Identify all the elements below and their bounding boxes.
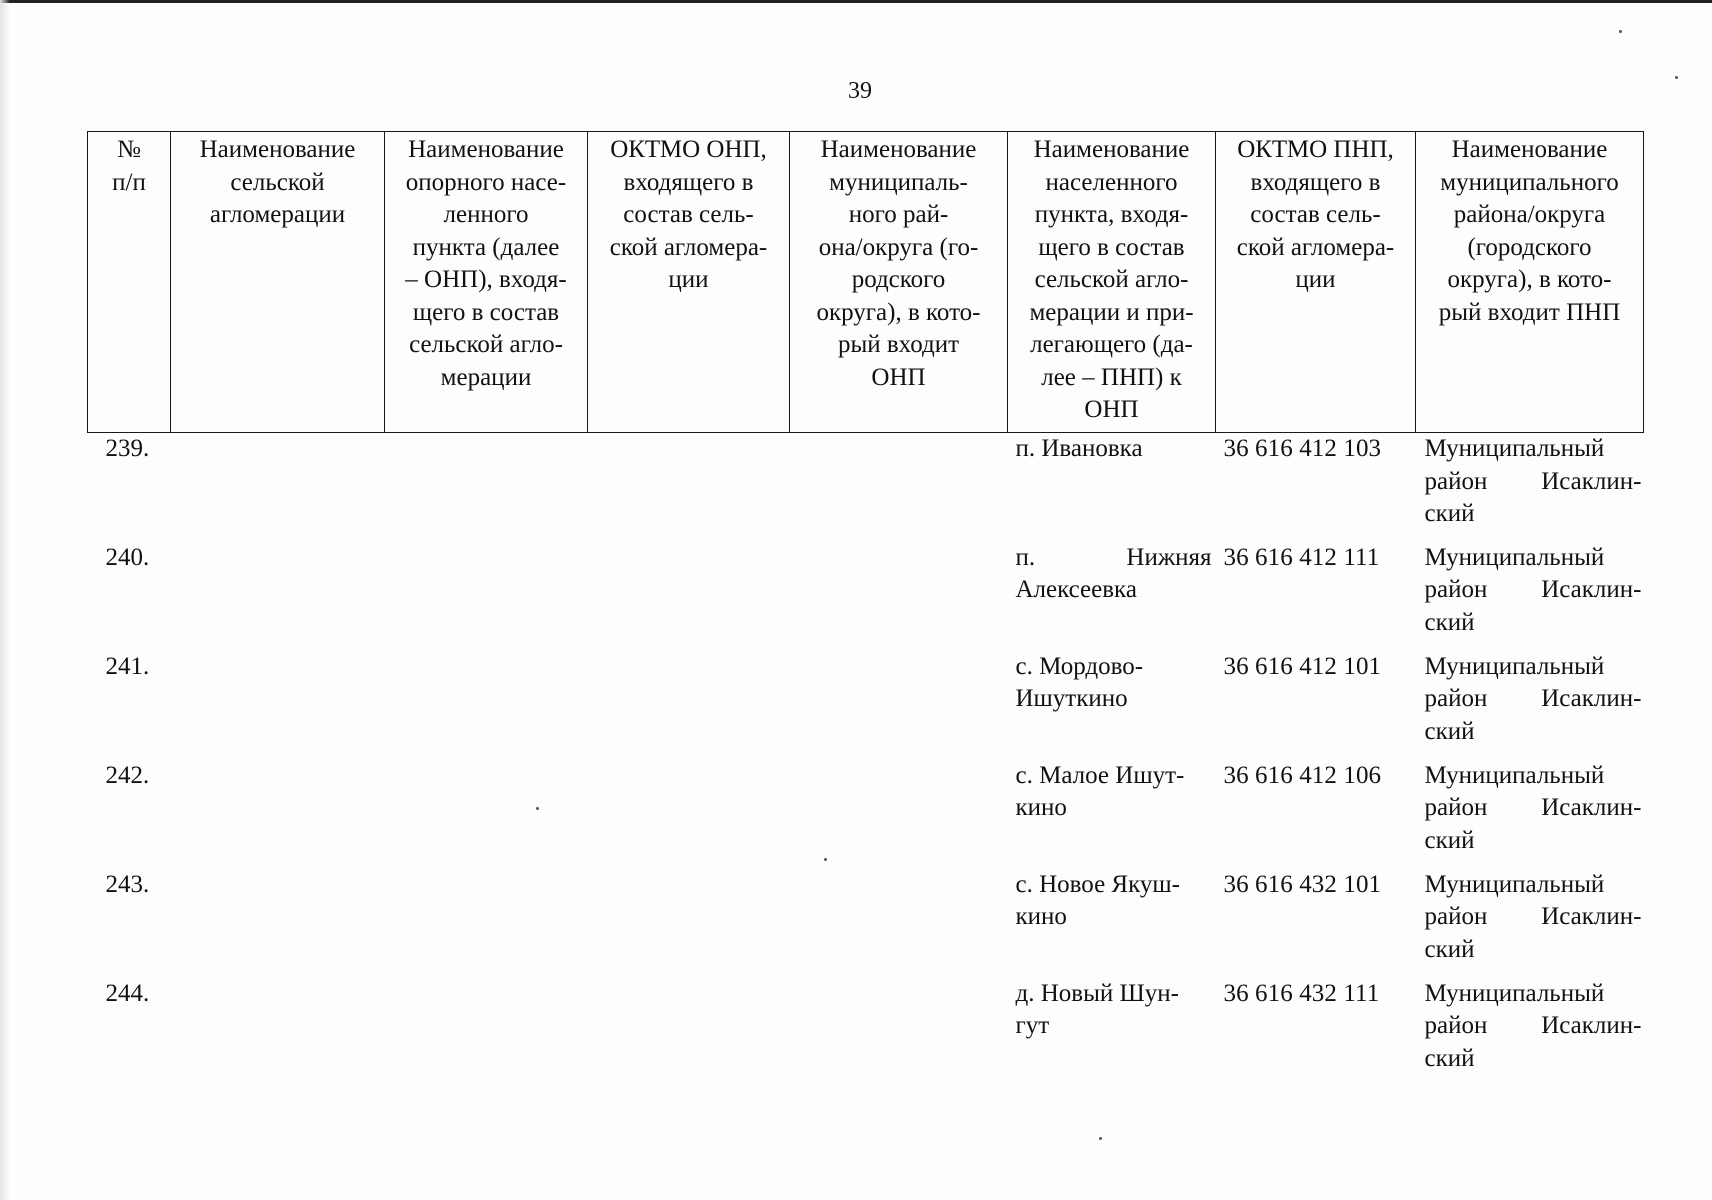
header-row (88, 132, 1644, 433)
pnp-district-line: Муниципальный (1424, 870, 1605, 898)
agglomeration-cell (171, 542, 385, 651)
pnp-oktmo-cell: 36 616 412 106 (1223, 761, 1382, 789)
pnp-name-line: с. Мордово- (1015, 652, 1144, 680)
onp-district-cell (790, 869, 1008, 978)
onp-name-cell (385, 651, 588, 760)
page-number: 39 (848, 78, 872, 104)
pnp-district-cell (1416, 869, 1644, 978)
agglomeration-cell (171, 760, 385, 869)
pnp-district-line: Муниципальный (1424, 435, 1605, 462)
agglomeration-cell (171, 869, 385, 978)
row-number: 242. (105, 761, 150, 789)
pnp-name-cell (1008, 760, 1216, 869)
pnp-district-line: район Исаклин- (1424, 685, 1642, 712)
pnp-oktmo-cell: 36 616 412 111 (1223, 543, 1380, 571)
table-body (88, 433, 1644, 1087)
header-agglomeration-name: Наименование сельской агломерации (171, 132, 385, 433)
agglomeration-cell (171, 978, 385, 1087)
pnp-name-line: кино (1015, 794, 1067, 821)
pnp-oktmo-cell: 36 616 432 111 (1223, 979, 1380, 1007)
row-number: 243. (105, 870, 150, 898)
onp-oktmo-cell (588, 651, 790, 760)
header-onp-name: Наименование опорного насе- ленного пункта (далее – ОНП), входя- щего в состав сельской агло- мерации (385, 132, 588, 433)
table-row (88, 433, 1644, 542)
pnp-district-line: ский (1424, 935, 1475, 963)
onp-district-cell (790, 433, 1008, 542)
pnp-district-line: Муниципальный (1424, 761, 1605, 789)
pnp-district-cell (1416, 760, 1644, 869)
onp-district-cell (790, 760, 1008, 869)
pnp-district-line: ский (1424, 608, 1475, 636)
pnp-name-line: п. Ивановка (1015, 435, 1143, 462)
row-number: 240. (105, 543, 150, 571)
pnp-district-line: район Исаклин- (1424, 576, 1642, 603)
row-number: 239. (105, 435, 150, 462)
onp-oktmo-cell (588, 760, 790, 869)
onp-district-cell (790, 542, 1008, 651)
onp-name-cell (385, 760, 588, 869)
row-number: 241. (105, 652, 150, 680)
pnp-name-cell (1008, 651, 1216, 760)
pnp-district-line: ский (1424, 500, 1475, 527)
header-pnp-oktmo: ОКТМО ПНП, входящего в состав сель- ской агломера- ции (1216, 132, 1416, 433)
pnp-name-cell (1008, 542, 1216, 651)
table-row (88, 978, 1644, 1087)
table-row (88, 869, 1644, 978)
pnp-district-line: район Исаклин- (1424, 794, 1642, 821)
pnp-district-line: район Исаклин- (1424, 1012, 1642, 1039)
pnp-district-line: ский (1424, 1044, 1475, 1072)
pnp-district-cell (1416, 542, 1644, 651)
pnp-district-cell (1416, 651, 1644, 760)
pnp-name-line: кино (1015, 903, 1067, 930)
agglomeration-cell (171, 433, 385, 542)
pnp-district-cell (1416, 433, 1644, 542)
agglomeration-table (87, 131, 1644, 1087)
table-row (88, 651, 1644, 760)
pnp-oktmo-cell: 36 616 412 101 (1223, 652, 1382, 680)
pnp-name-line: Алексеевка (1015, 576, 1137, 603)
onp-name-cell (385, 869, 588, 978)
pnp-district-line: Муниципальный (1424, 543, 1605, 571)
table-row (88, 760, 1644, 869)
scan-left-shadow (0, 0, 10, 1200)
pnp-name-line: Ишуткино (1015, 685, 1128, 712)
pnp-name-line: с. Новое Якуш- (1015, 870, 1180, 898)
header-pnp-name: Наименование населенного пункта, входя- щего в состав сельской агло- мерации и при- легающего (да- лее – ПНП) к ОНП (1008, 132, 1216, 433)
header-onp-district: Наименование муниципаль- ного рай- она/округа (го- родского округа), в кото- рый входит ОНП (790, 132, 1008, 433)
agglomeration-cell (171, 651, 385, 760)
pnp-name-cell (1008, 978, 1216, 1087)
pnp-district-line: Муниципальный (1424, 979, 1605, 1007)
pnp-name-cell (1008, 869, 1216, 978)
pnp-name-line: гут (1015, 1012, 1050, 1039)
onp-district-cell (790, 651, 1008, 760)
onp-oktmo-cell (588, 978, 790, 1087)
pnp-oktmo-cell: 36 616 432 101 (1223, 870, 1382, 898)
pnp-district-line: район Исаклин- (1424, 467, 1642, 495)
pnp-name-line: с. Малое Ишут- (1015, 761, 1185, 789)
onp-oktmo-cell (588, 433, 790, 542)
onp-name-cell (385, 433, 588, 542)
table-row (88, 542, 1644, 651)
onp-district-cell (790, 978, 1008, 1087)
pnp-oktmo-cell: 36 616 412 103 (1223, 435, 1382, 462)
header-onp-oktmo: ОКТМО ОНП, входящего в состав сель- ской агломера- ции (588, 132, 790, 433)
header-pnp-district: Наименование муниципального района/округа (городского округа), в кото- рый входит ПНП (1416, 132, 1644, 433)
header-number: № п/п (88, 132, 171, 433)
onp-oktmo-cell (588, 542, 790, 651)
pnp-district-line: ский (1424, 717, 1475, 745)
pnp-district-line: ский (1424, 826, 1475, 854)
onp-oktmo-cell (588, 869, 790, 978)
onp-name-cell (385, 542, 588, 651)
onp-name-cell (385, 978, 588, 1087)
pnp-name-cell (1008, 433, 1216, 542)
pnp-district-line: Муниципальный (1424, 652, 1605, 680)
pnp-district-cell (1416, 978, 1644, 1087)
table-header (88, 132, 1644, 433)
pnp-name-line: п. Нижняя (1015, 543, 1212, 571)
scan-top-border (0, 0, 1712, 3)
pnp-district-line: район Исаклин- (1424, 903, 1642, 930)
pnp-name-line: д. Новый Шун- (1015, 979, 1179, 1007)
row-number: 244. (105, 979, 150, 1007)
